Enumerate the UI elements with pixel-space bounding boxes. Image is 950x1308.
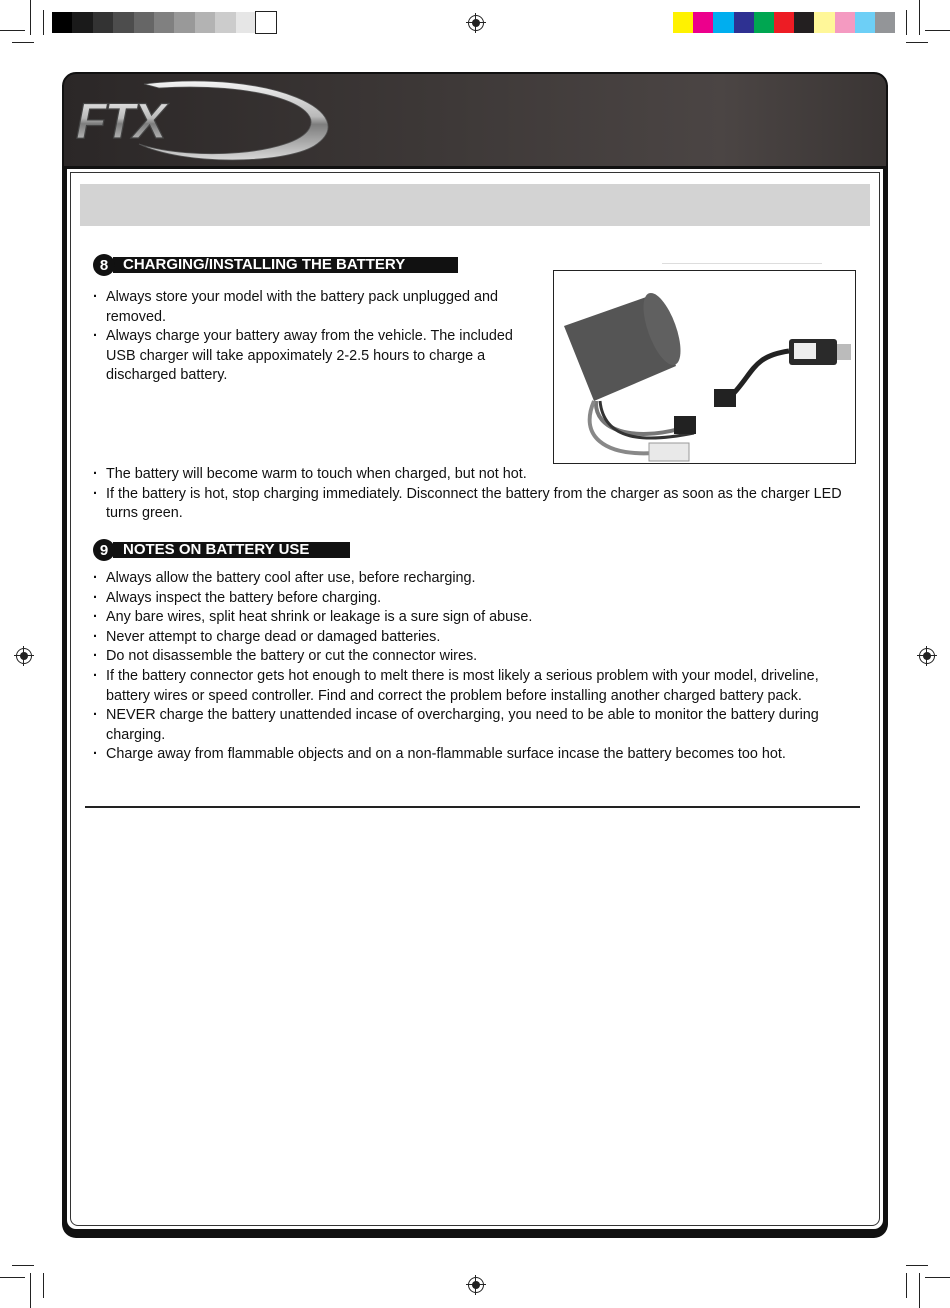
color-swatch <box>174 12 194 33</box>
color-swatch <box>215 12 235 33</box>
color-swatch <box>754 12 774 33</box>
color-swatch <box>134 12 154 33</box>
color-swatch <box>814 12 834 33</box>
list-item: · Do not disassemble the battery or cut the connector wires. <box>93 647 853 667</box>
crop-mark <box>12 1265 34 1266</box>
charging-bullets-top <box>93 288 543 386</box>
battery-use-bullets <box>93 569 853 765</box>
crop-mark <box>43 1273 44 1298</box>
list-item: · Charge away from flammable objects and on a non-flammable surface incase the battery becomes too hot. <box>93 745 853 765</box>
registration-mark-icon <box>16 648 32 664</box>
color-swatch <box>195 12 215 33</box>
crop-mark <box>925 1277 950 1278</box>
color-swatch <box>734 12 754 33</box>
crop-mark <box>30 1273 31 1308</box>
svg-text:FTX: FTX <box>76 93 165 149</box>
battery-and-usb-charger-image <box>554 271 855 463</box>
color-swatch <box>113 12 133 33</box>
title-band <box>80 184 870 226</box>
charging-bullets-bottom <box>93 465 853 524</box>
registration-mark-icon <box>468 15 484 31</box>
color-swatch <box>855 12 875 33</box>
crop-mark <box>0 1277 25 1278</box>
list-item: · If the battery connector gets hot enough to melt there is most likely a serious problem with your model, driveline, battery wires or speed controller. Find and correct the problem before installing another charged battery pack. <box>93 667 853 706</box>
crop-mark <box>906 1273 907 1298</box>
color-swatch <box>154 12 174 33</box>
crop-mark <box>919 0 920 35</box>
list-item: · The battery will become warm to touch when charged, but not hot. <box>93 465 853 485</box>
color-swatch <box>236 12 256 33</box>
crop-mark <box>0 30 25 31</box>
section-divider <box>85 806 860 808</box>
section-title: NOTES ON BATTERY USE <box>113 542 350 558</box>
crop-mark <box>925 30 950 31</box>
crop-mark <box>919 1273 920 1308</box>
list-item: · Never attempt to charge dead or damaged batteries. <box>93 628 853 648</box>
section-number-badge: 9 <box>93 539 115 561</box>
registration-mark-icon <box>919 648 935 664</box>
list-item: · Always store your model with the battery pack unplugged and removed. <box>93 288 543 327</box>
crop-mark <box>906 42 928 43</box>
section-heading-battery-use <box>93 541 350 559</box>
color-swatch <box>72 12 92 33</box>
color-swatch <box>93 12 113 33</box>
ftx-logo <box>64 74 354 166</box>
color-swatch <box>693 12 713 33</box>
section-heading-charging <box>93 256 458 274</box>
crop-mark <box>12 42 34 43</box>
crop-mark <box>43 10 44 35</box>
crop-mark <box>906 1265 928 1266</box>
crop-mark <box>30 0 31 35</box>
color-swatch <box>673 12 693 33</box>
caption-line <box>662 263 822 264</box>
registration-mark-icon <box>468 1277 484 1293</box>
battery-charger-photo <box>553 270 856 464</box>
color-swatch <box>835 12 855 33</box>
list-item: · Always allow the battery cool after use, before recharging. <box>93 569 853 589</box>
color-swatch <box>875 12 895 33</box>
color-swatch <box>52 12 72 33</box>
list-item: · Always inspect the battery before charging. <box>93 589 853 609</box>
color-swatch <box>713 12 733 33</box>
section-number-badge: 8 <box>93 254 115 276</box>
color-swatch <box>794 12 814 33</box>
list-item: · Always charge your battery away from the vehicle. The included USB charger will take appoximately 2-2.5 hours to charge a discharged battery. <box>93 327 543 386</box>
color-swatch <box>774 12 794 33</box>
section-title: CHARGING/INSTALLING THE BATTERY <box>113 257 458 273</box>
list-item: · NEVER charge the battery unattended incase of overcharging, you need to be able to monitor the battery during charging. <box>93 706 853 745</box>
list-item: · Any bare wires, split heat shrink or leakage is a sure sign of abuse. <box>93 608 853 628</box>
list-item: · If the battery is hot, stop charging immediately. Disconnect the battery from the charger as soon as the charger LED turns green. <box>93 485 853 524</box>
crop-mark <box>906 10 907 35</box>
header-banner <box>64 74 886 166</box>
color-swatch <box>256 12 276 33</box>
